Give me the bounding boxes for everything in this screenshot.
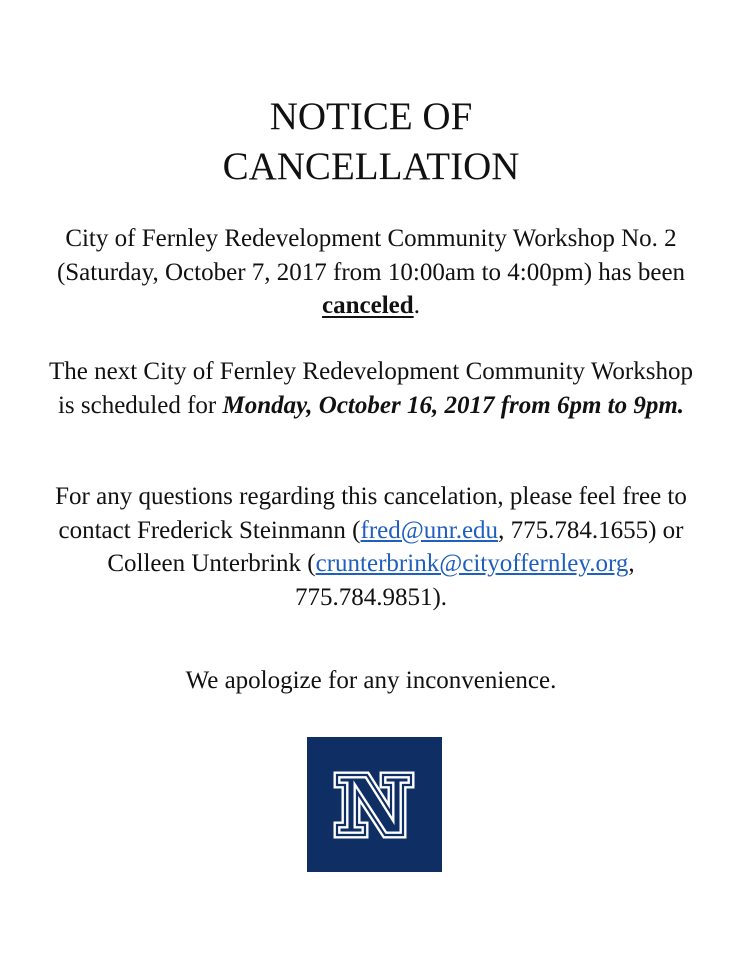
- cancellation-text: City of Fernley Redevelopment Community Workshop No. 2 (Saturday, October 7, 2017 from 10:00am to 4:00pm) has been: [56, 225, 686, 286]
- email-link-fred[interactable]: fred@unr.edu: [360, 516, 499, 544]
- university-n-logo: [307, 737, 442, 872]
- email-link-crunterbrink[interactable]: crunterbrink@cityoffernley.org: [315, 550, 629, 577]
- contact-phone-2: , 775.784.9851).: [294, 550, 635, 611]
- contact-paragraph: [40, 480, 702, 614]
- next-workshop-date: Monday, October 16, 2017 from 6pm to 9pm.: [222, 391, 685, 419]
- contact-intro: For any questions regarding this cancelation, please feel free to contact Frederick Steinmann (: [55, 483, 687, 544]
- apology-text: We apologize for any inconvenience.: [185, 667, 557, 694]
- notice-title-line2: CANCELLATION: [222, 145, 520, 188]
- notice-title-line1: NOTICE OF: [269, 95, 473, 138]
- contact-phone-1: , 775.784.1655) or Colleen Unterbrink (: [107, 516, 684, 577]
- n-letter-icon: [307, 737, 442, 872]
- next-workshop-text: The next City of Fernley Redevelopment Community Workshop is scheduled for: [49, 358, 693, 419]
- canceled-emphasis: canceled: [322, 292, 414, 319]
- cancellation-period: .: [413, 292, 420, 319]
- next-workshop-paragraph: [40, 355, 702, 422]
- n-mark-shape: [337, 775, 411, 835]
- cancellation-paragraph: [40, 222, 702, 323]
